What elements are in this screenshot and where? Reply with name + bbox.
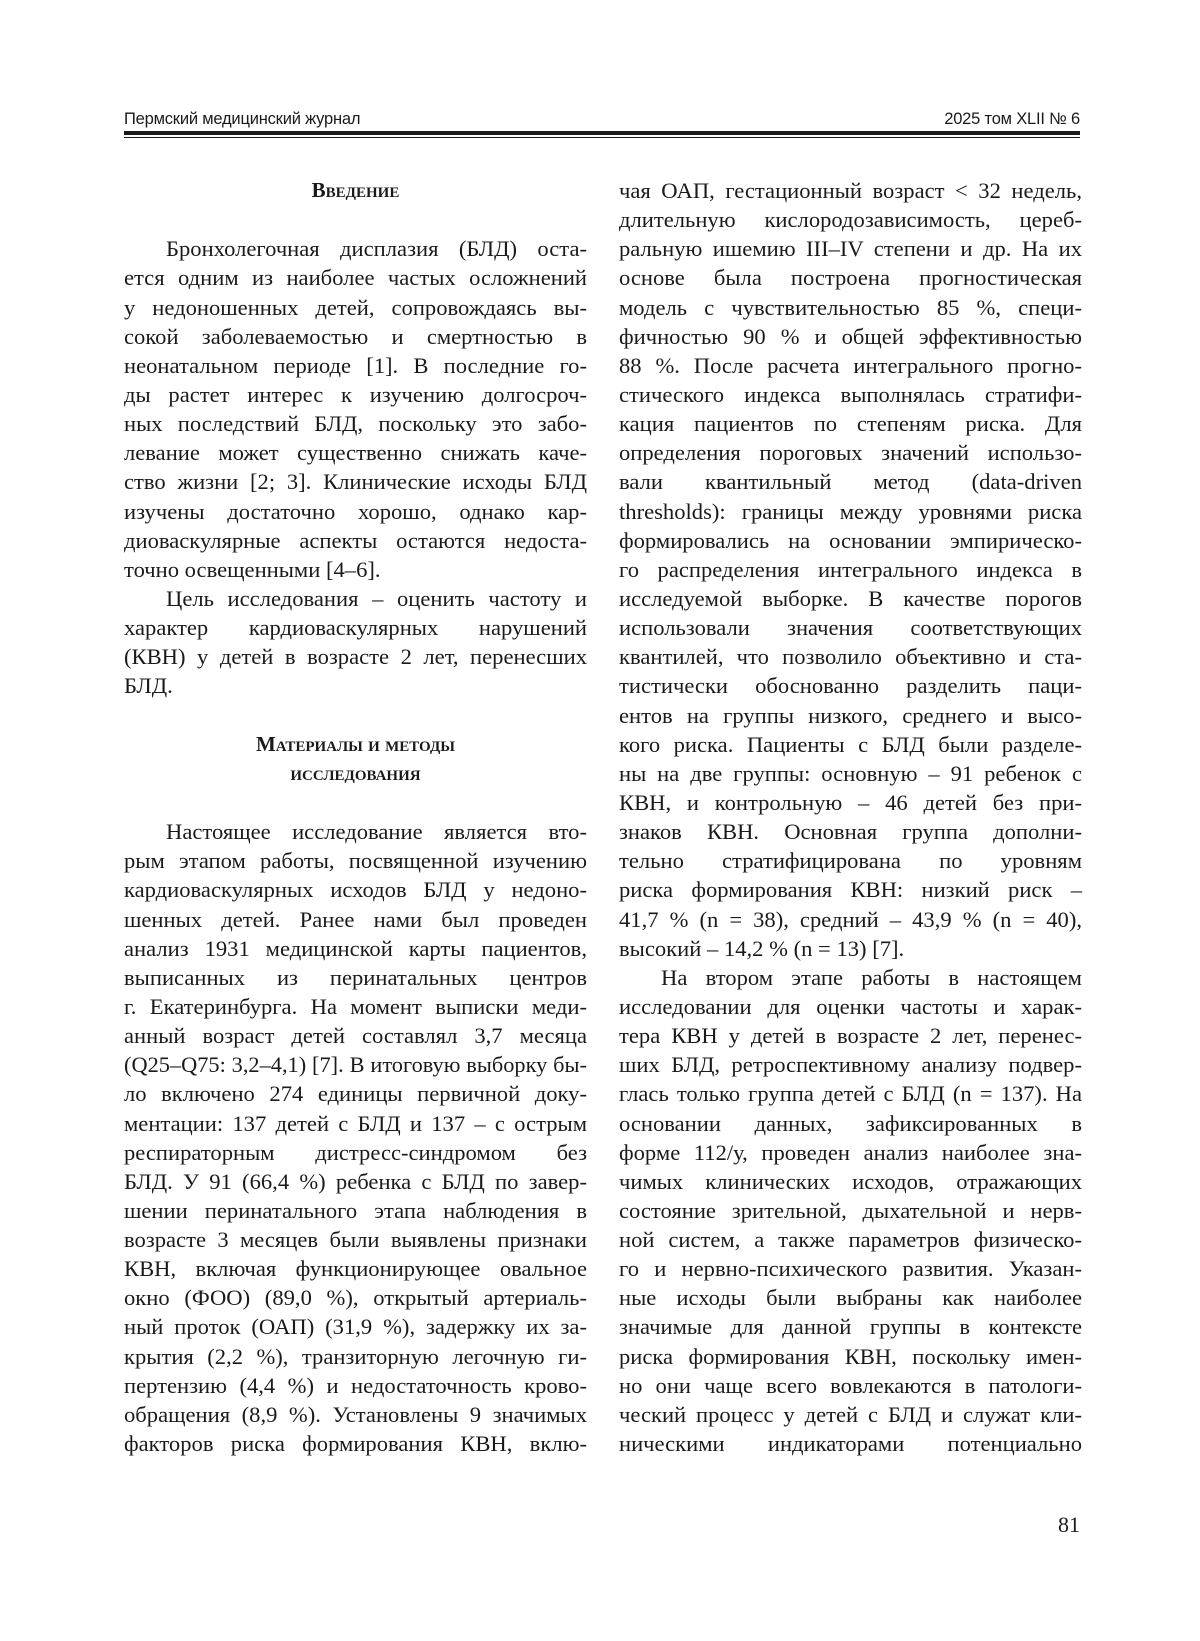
text-line: крытия (2,2 %), транзиторную легочную ги-: [124, 1343, 587, 1369]
text-line: изучены достаточно хорошо, однако кар-: [124, 498, 587, 524]
text-line: тельно стратифицирована по уровням: [619, 848, 1082, 874]
text-line: го распределения интегрального индекса в: [619, 556, 1082, 582]
text-line: глась только группа детей с БЛД (n = 137). На: [619, 1081, 1082, 1107]
text-line: риска формирования КВН: низкий риск –: [619, 877, 1082, 903]
text-line: фичностью 90 % и общей эффективностью: [619, 323, 1082, 349]
text-line: определения пороговых значений использо-: [619, 440, 1082, 466]
text-line: 41,7 % (n = 38), средний – 43,9 % (n = 40),: [619, 906, 1082, 932]
text-line: возрасте 3 месяцев были выявлены признаки: [124, 1227, 587, 1253]
text-line: thresholds): границы между уровнями риска: [619, 498, 1082, 524]
text-line: ших БЛД, ретроспективному анализу подвер-: [619, 1052, 1082, 1078]
text-line: рым этапом работы, посвященной изучению: [124, 848, 587, 874]
text-line: Настоящее исследование является вто-: [166, 819, 587, 845]
text-line: БЛД. У 91 (66,4 %) ребенка с БЛД по завер-: [124, 1168, 587, 1194]
text-line: На втором этапе работы в настоящем: [661, 964, 1082, 990]
text-line: ные исходы были выбраны как наиболее: [619, 1285, 1082, 1311]
journal-title: Пермский медицинский журнал: [124, 110, 361, 128]
text-line: ральную ишемию III–IV степени и др. На их: [619, 236, 1082, 262]
text-line: форме 112/у, проведен анализ наиболее зна-: [619, 1139, 1082, 1165]
text-line: КВН, и контрольную – 46 детей без при-: [619, 789, 1082, 815]
text-line: КВН, включая функционирующее овальное: [124, 1256, 587, 1282]
header-rule-thin: [124, 137, 1080, 138]
text-line: точно освещенными [4–6].: [124, 556, 381, 582]
text-line: исследуемой выборке. В качестве порогов: [619, 585, 1082, 611]
section-heading: Введение: [311, 178, 400, 202]
page-number: 81: [1058, 1512, 1080, 1537]
text-line: факторов риска формирования КВН, вклю-: [124, 1431, 587, 1457]
text-line: риска формирования КВН, поскольку имен-: [619, 1343, 1082, 1369]
text-line: Бронхолегочная дисплазия (БЛД) оста-: [166, 236, 587, 262]
text-line: БЛД.: [124, 673, 173, 699]
text-line: чимых клинических исходов, отражающих: [619, 1168, 1082, 1194]
text-line: использовали значения соответствующих: [619, 615, 1082, 641]
text-line: кого риска. Пациенты с БЛД были разделе-: [619, 731, 1082, 757]
text-line: у недоношенных детей, сопровождаясь вы-: [124, 294, 587, 320]
text-line: окно (ФОО) (89,0 %), открытый артериаль-: [124, 1285, 587, 1311]
text-line: квантилей, что позволило объективно и ста-: [619, 644, 1082, 670]
text-line: но они чаще всего вовлекаются в патологи-: [619, 1372, 1082, 1398]
text-line: респираторным дистресс-синдромом без: [124, 1139, 587, 1165]
text-line: состояние зрительной, дыхательной и нерв-: [619, 1197, 1082, 1223]
text-line: стического индекса выполнялась стратифи-: [619, 381, 1082, 407]
text-line: шении перинатального этапа наблюдения в: [124, 1197, 587, 1223]
text-line: ды растет интерес к изучению долгосроч-: [124, 381, 587, 407]
text-line: ническими индикаторами потенциально: [619, 1431, 1082, 1457]
spacer: [124, 701, 587, 730]
text-line: чая ОАП, гестационный возраст < 32 недель,: [619, 178, 1082, 203]
running-header: [124, 108, 1080, 140]
text-line: основе была построена прогностическая: [619, 265, 1082, 291]
text-line: ентов на группы низкого, среднего и высо-: [619, 702, 1082, 728]
text-line: высокий – 14,2 % (n = 13) [7].: [619, 935, 905, 961]
text-line: характер кардиоваскулярных нарушений: [124, 615, 587, 641]
text-line: кардиоваскулярных исходов БЛД у недоно-: [124, 877, 587, 903]
text-line: пертензию (4,4 %) и недостаточность крово-: [124, 1372, 587, 1398]
text-line: анный возраст детей составлял 3,7 месяца: [124, 1023, 587, 1049]
text-line: левание может существенно снижать каче-: [124, 440, 587, 466]
text-line: основании данных, зафиксированных в: [619, 1110, 1082, 1136]
text-line: го и нервно-психического развития. Указан-: [619, 1256, 1082, 1282]
text-line: ный проток (ОАП) (31,9 %), задержку их за-: [124, 1314, 587, 1340]
text-line: сокой заболеваемостью и смертностью в: [124, 323, 587, 349]
text-line: диоваскулярные аспекты остаются недоста-: [124, 527, 587, 553]
text-line: (КВН) у детей в возрасте 2 лет, перенесших: [124, 644, 587, 670]
text-line: значимые для данной группы в контексте: [619, 1314, 1082, 1340]
text-line: исследовании для оценки частоты и харак-: [619, 993, 1082, 1019]
text-line: ны на две группы: основную – 91 ребенок с: [619, 760, 1082, 786]
spacer: [124, 788, 587, 817]
text-line: г. Екатеринбурга. На момент выписки меди-: [124, 993, 587, 1019]
text-line: тера КВН у детей в возрасте 2 лет, перенес-: [619, 1023, 1082, 1049]
text-line: шенных детей. Ранее нами был проведен: [124, 906, 587, 932]
text-line: ментации: 137 детей с БЛД и 137 – с острым: [124, 1110, 587, 1136]
spacer: [124, 205, 587, 234]
section-heading: Материалы и методы: [255, 731, 456, 756]
text-line: ной систем, а также параметров физическо-: [619, 1227, 1082, 1253]
text-line: ство жизни [2; 3]. Клинические исходы БЛД: [124, 469, 587, 495]
text-line: длительную кислородозависимость, цереб-: [619, 207, 1082, 233]
text-line: ных последствий БЛД, поскольку это забо-: [124, 411, 587, 437]
text-line: (Q25–Q75: 3,2–4,1) [7]. В итоговую выборку бы-: [124, 1052, 587, 1078]
text-line: знаков КВН. Основная группа дополни-: [619, 819, 1082, 845]
text-line: вали квантильный метод (data-driven: [619, 469, 1082, 495]
text-line: кация пациентов по степеням риска. Для: [619, 411, 1082, 437]
text-line: ческий процесс у детей с БЛД и служат кли-: [619, 1401, 1082, 1427]
text-line: тистически обоснованно разделить паци-: [619, 673, 1082, 699]
header-rule-thick: [124, 131, 1080, 135]
text-line: 88 %. После расчета интегрального прогно-: [619, 352, 1082, 378]
text-line: формировались на основании эмпирическо-: [619, 527, 1082, 553]
text-line: анализ 1931 медицинской карты пациентов,: [124, 935, 587, 961]
right-column: [619, 176, 1082, 1458]
text-line: обращения (8,9 %). Установлены 9 значимых: [124, 1401, 587, 1427]
left-column: [124, 176, 587, 1458]
text-line: неонатальном периоде [1]. В последние го-: [124, 352, 587, 378]
text-line: модель с чувствительностью 85 %, специ-: [619, 294, 1082, 320]
text-line: ло включено 274 единицы первичной доку-: [124, 1081, 587, 1107]
text-line: выписанных из перинатальных центров: [124, 964, 587, 990]
text-line: ется одним из наиболее частых осложнений: [124, 265, 587, 291]
text-line: Цель исследования – оценить частоту и: [166, 585, 587, 611]
section-heading: исследования: [290, 760, 421, 785]
volume-issue: 2025 том XLII № 6: [944, 110, 1080, 128]
